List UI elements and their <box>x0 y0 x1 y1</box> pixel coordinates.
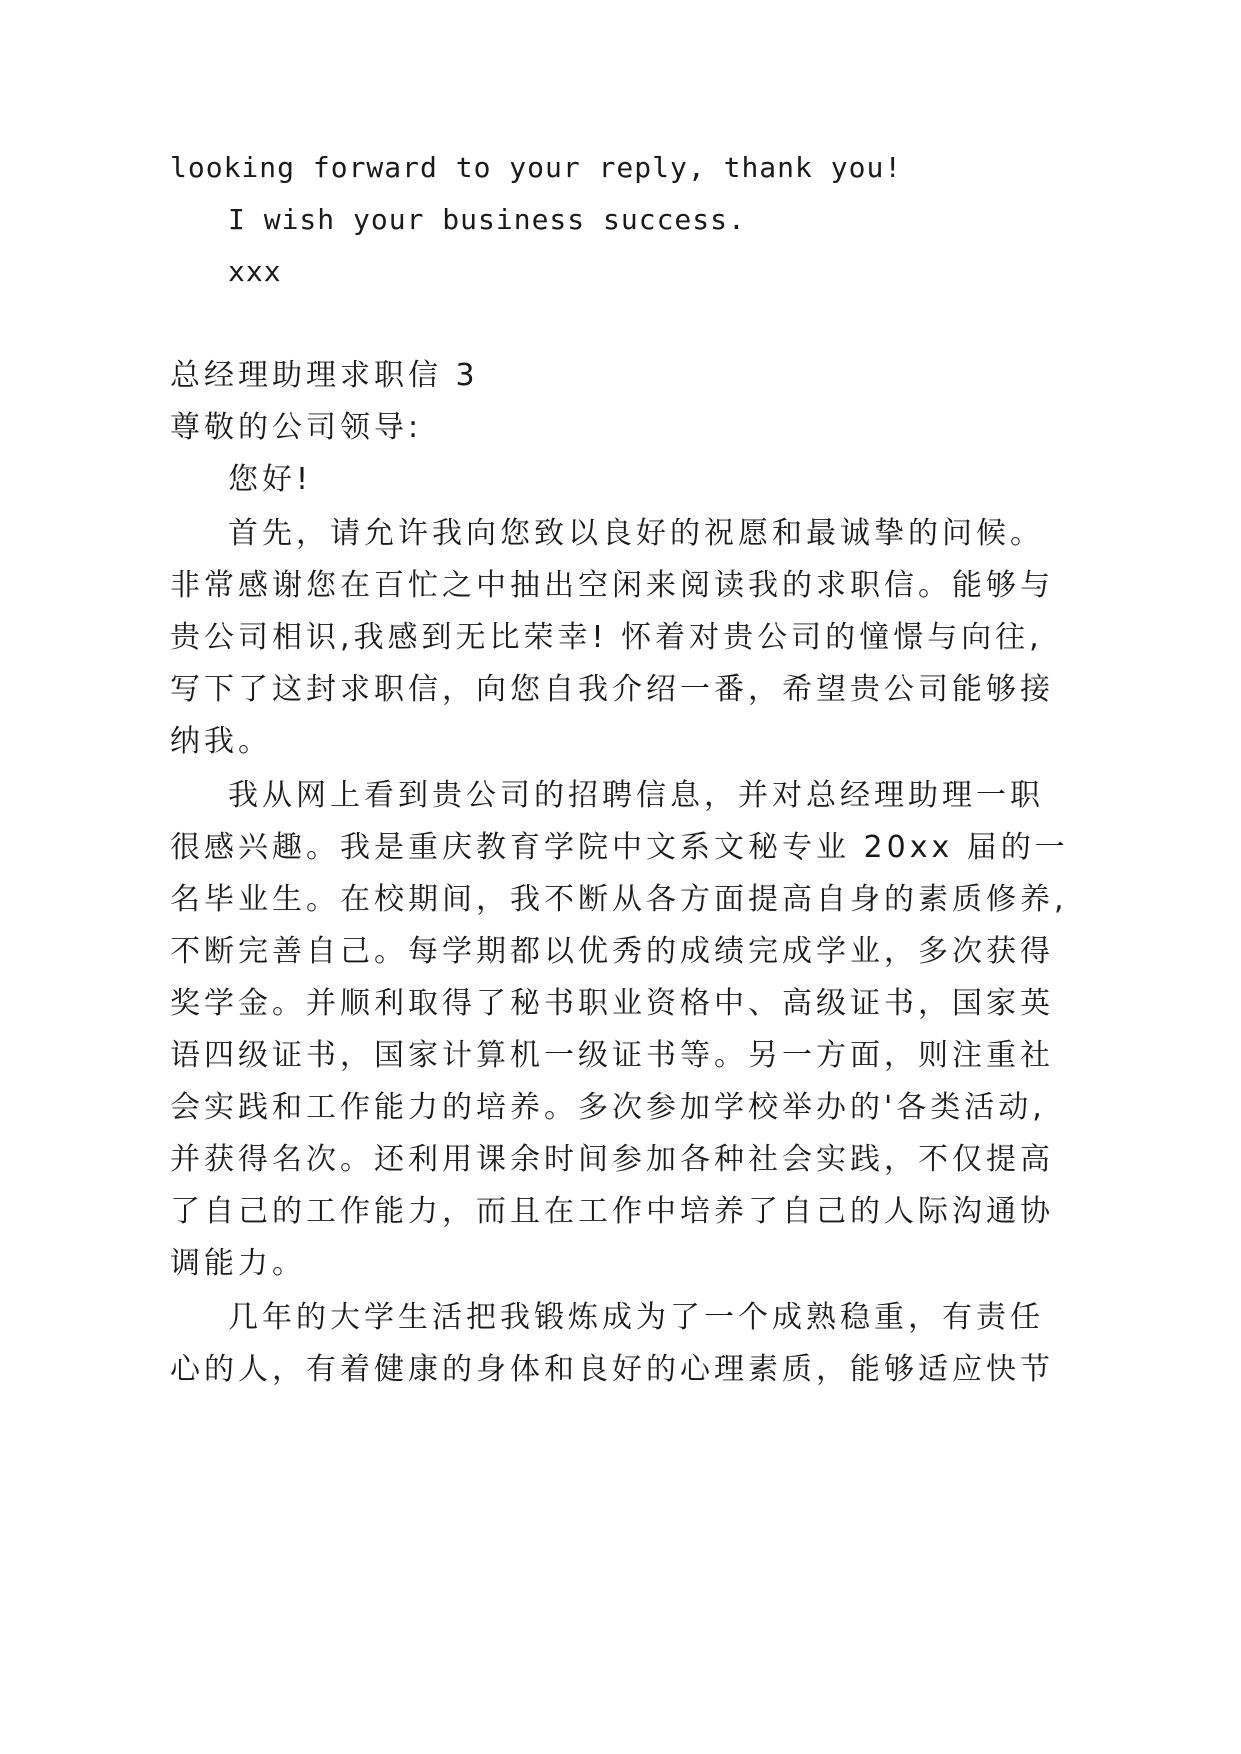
paragraph-line: 心的人，有着健康的身体和良好的心理素质，能够适应快节 <box>170 1352 1054 1387</box>
paragraph-line: 奖学金。并顺利取得了秘书职业资格中、高级证书，国家英 <box>170 986 1054 1021</box>
paragraph-line: 非常感谢您在百忙之中抽出空闲来阅读我的求职信。能够与 <box>170 568 1054 603</box>
salutation: 尊敬的公司领导: <box>170 410 423 445</box>
paragraph-line: 不断完善自己。每学期都以优秀的成绩完成学业，多次获得 <box>170 934 1054 969</box>
closing-line: looking forward to your reply, thank you! <box>170 151 903 184</box>
greeting: 您好! <box>228 462 313 497</box>
paragraph-line: 写下了这封求职信，向您自我介绍一番，希望贵公司能够接 <box>170 672 1054 707</box>
paragraph-line: 调能力。 <box>170 1246 306 1281</box>
paragraph-line: 纳我。 <box>170 724 272 759</box>
paragraph-line: 贵公司相识,我感到无比荣幸! 怀着对贵公司的憧憬与向往, <box>170 620 1043 655</box>
paragraph-line: 首先，请允许我向您致以良好的祝愿和最诚挚的问候。 <box>228 516 1044 551</box>
paragraph-line: 语四级证书，国家计算机一级证书等。另一方面，则注重社 <box>170 1038 1054 1073</box>
paragraph-line: 我从网上看到贵公司的招聘信息，并对总经理助理一职 <box>228 778 1044 813</box>
paragraph-line: 了自己的工作能力，而且在工作中培养了自己的人际沟通协 <box>170 1194 1054 1229</box>
paragraph-line: 会实践和工作能力的培养。多次参加学校举办的'各类活动, <box>170 1090 1046 1125</box>
paragraph-line: 很感兴趣。我是重庆教育学院中文系文秘专业 20xx 届的一 <box>170 830 1069 865</box>
letter-title: 总经理助理求职信 3 <box>170 358 479 393</box>
paragraph-line: 名毕业生。在校期间，我不断从各方面提高自身的素质修养, <box>170 882 1068 917</box>
closing-wish: I wish your business success. <box>228 203 746 236</box>
paragraph-line: 并获得名次。还利用课余时间参加各种社会实践，不仅提高 <box>170 1142 1054 1177</box>
paragraph-line: 几年的大学生活把我锻炼成为了一个成熟稳重，有责任 <box>228 1300 1044 1335</box>
signature: xxx <box>228 255 282 288</box>
